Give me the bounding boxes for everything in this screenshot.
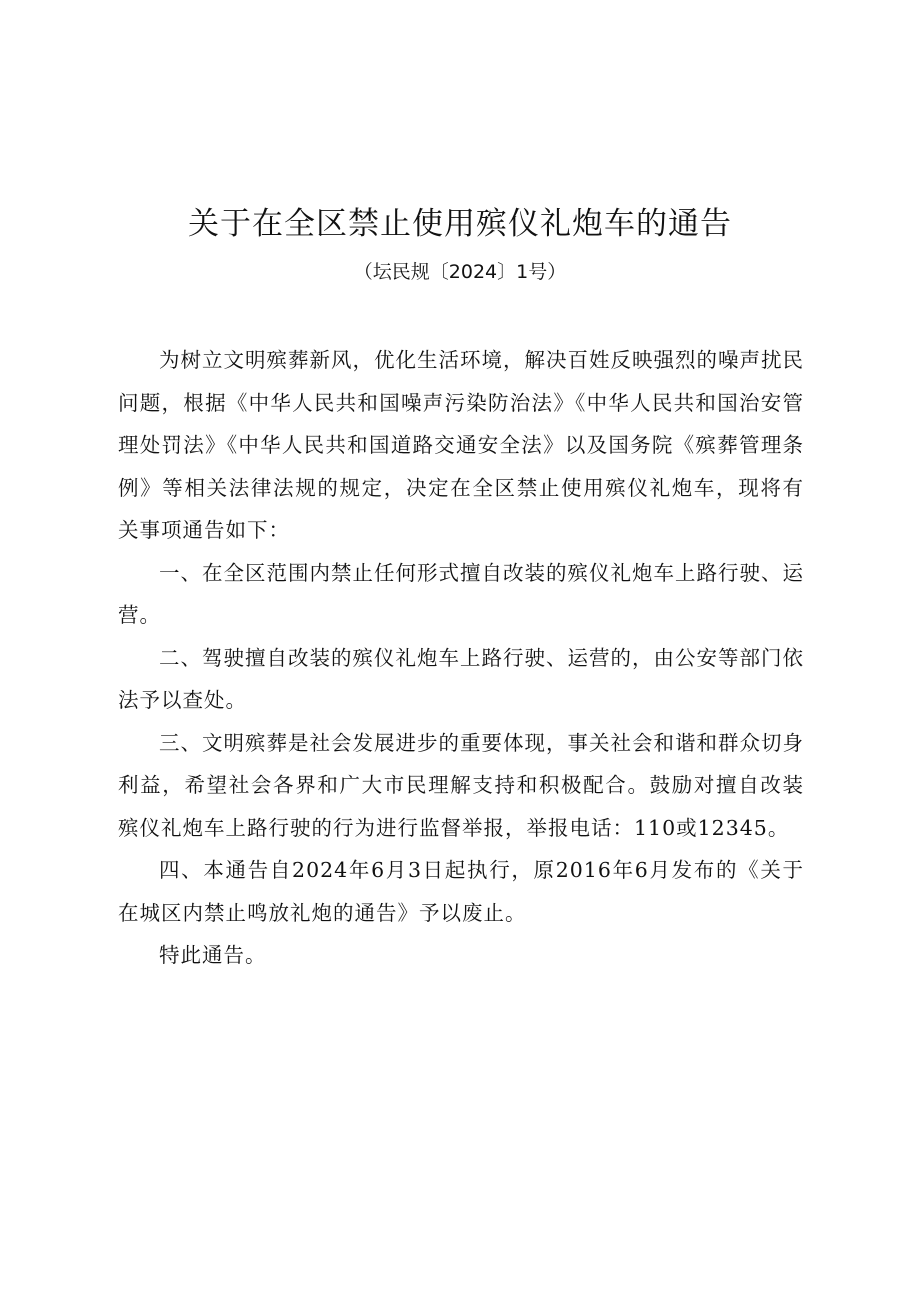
paragraph-item-1: 一、在全区范围内禁止任何形式擅自改装的殡仪礼炮车上路行驶、运营。 <box>118 560 804 627</box>
paragraph-closing: 特此通告。 <box>159 943 267 967</box>
document-body <box>118 339 804 977</box>
document-title: 关于在全区禁止使用殡仪礼炮车的通告 <box>188 206 732 242</box>
document-number: （坛民规〔2024〕1号） <box>353 261 567 283</box>
paragraph-item-3: 三、文明殡葬是社会发展进步的重要体现，事关社会和谐和群众切身利益，希望社会各界和广大市民理解支持和积极配合。鼓励对擅自改装殡仪礼炮车上路行驶的行为进行监督举报，举报电话：110或12345。 <box>118 730 804 840</box>
paragraph-intro: 为树立文明殡葬新风，优化生活环境，解决百姓反映强烈的噪声扰民问题，根据《中华人民共和国噪声污染防治法》《中华人民共和国治安管理处罚法》《中华人民共和国道路交通安全法》以及国务院《殡葬管理条例》等相关法律法规的规定，决定在全区禁止使用殡仪礼炮车，现将有关事项通告如下： <box>118 348 804 542</box>
paragraph-item-4: 四、本通告自2024年6月3日起执行，原2016年6月发布的《关于在城区内禁止鸣放礼炮的通告》予以废止。 <box>118 858 804 925</box>
paragraph-item-2: 二、驾驶擅自改装的殡仪礼炮车上路行驶、运营的，由公安等部门依法予以查处。 <box>118 645 804 712</box>
